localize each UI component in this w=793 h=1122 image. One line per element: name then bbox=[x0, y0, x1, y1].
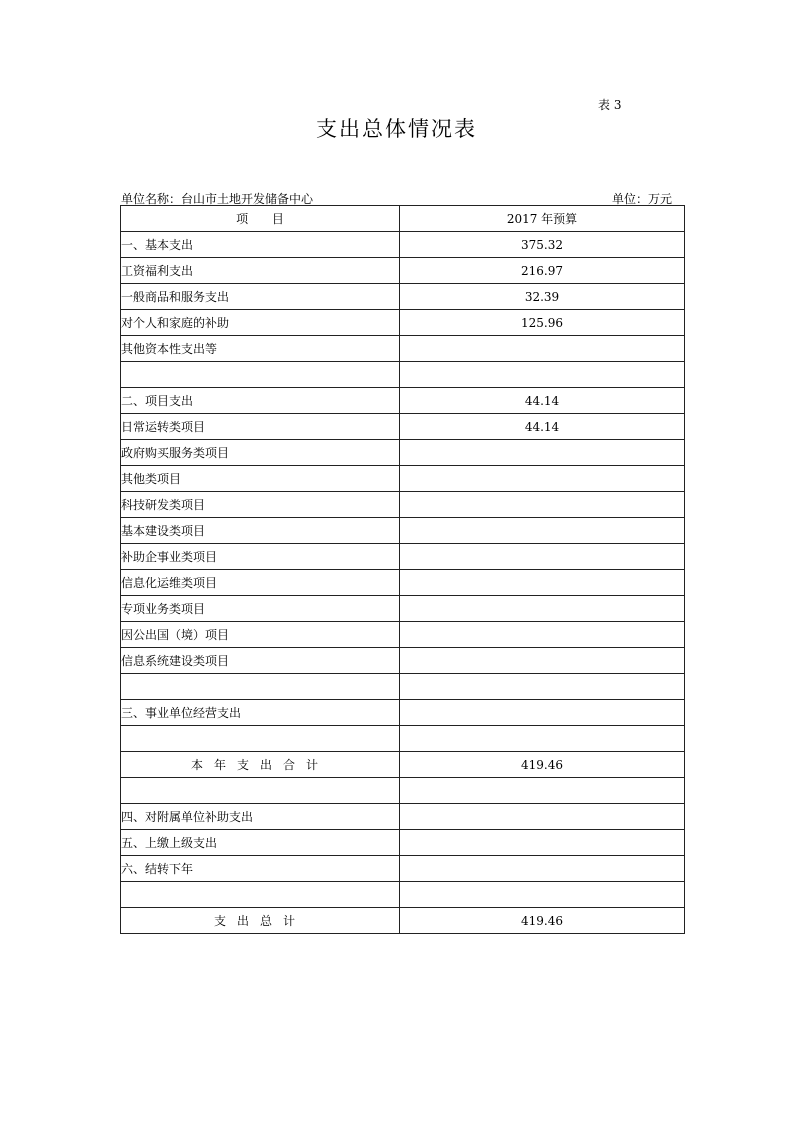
budget-value: 44.14 bbox=[400, 388, 685, 414]
budget-value: 125.96 bbox=[400, 310, 685, 336]
table-row bbox=[121, 232, 685, 258]
table-row bbox=[121, 492, 685, 518]
item-label: 专项业务类项目 bbox=[121, 596, 400, 622]
budget-value bbox=[400, 440, 685, 466]
table-row bbox=[121, 336, 685, 362]
table-row bbox=[121, 310, 685, 336]
total-label: 支出总计 bbox=[121, 908, 400, 934]
total-value: 419.46 bbox=[400, 752, 685, 778]
budget-value: 44.14 bbox=[400, 414, 685, 440]
item-label: 五、上缴上级支出 bbox=[121, 830, 400, 856]
item-label bbox=[121, 882, 400, 908]
budget-value bbox=[400, 596, 685, 622]
item-label: 补助企事业类项目 bbox=[121, 544, 400, 570]
budget-value bbox=[400, 648, 685, 674]
table-row bbox=[121, 466, 685, 492]
item-label: 二、项目支出 bbox=[121, 388, 400, 414]
table-row bbox=[121, 700, 685, 726]
item-label bbox=[121, 726, 400, 752]
item-label bbox=[121, 362, 400, 388]
table-row bbox=[121, 414, 685, 440]
item-label: 对个人和家庭的补助 bbox=[121, 310, 400, 336]
item-label: 六、结转下年 bbox=[121, 856, 400, 882]
empty-row bbox=[121, 778, 685, 804]
empty-row bbox=[121, 882, 685, 908]
item-label bbox=[121, 778, 400, 804]
expenditure-table bbox=[120, 205, 685, 934]
empty-row bbox=[121, 726, 685, 752]
table-row bbox=[121, 830, 685, 856]
page-title: 支出总体情况表 bbox=[316, 117, 477, 141]
item-label: 四、对附属单位补助支出 bbox=[121, 804, 400, 830]
budget-value bbox=[400, 856, 685, 882]
item-label: 基本建设类项目 bbox=[121, 518, 400, 544]
item-label: 科技研发类项目 bbox=[121, 492, 400, 518]
table-row bbox=[121, 518, 685, 544]
empty-row bbox=[121, 674, 685, 700]
budget-value bbox=[400, 544, 685, 570]
total-label: 本年支出合计 bbox=[121, 752, 400, 778]
item-label: 一、基本支出 bbox=[121, 232, 400, 258]
total-row bbox=[121, 752, 685, 778]
budget-value bbox=[400, 570, 685, 596]
item-label: 因公出国（境）项目 bbox=[121, 622, 400, 648]
table-row bbox=[121, 258, 685, 284]
table-row bbox=[121, 284, 685, 310]
item-label: 其他资本性支出等 bbox=[121, 336, 400, 362]
item-label: 其他类项目 bbox=[121, 466, 400, 492]
table-row bbox=[121, 856, 685, 882]
table-row bbox=[121, 388, 685, 414]
budget-value bbox=[400, 700, 685, 726]
item-label: 工资福利支出 bbox=[121, 258, 400, 284]
budget-value bbox=[400, 622, 685, 648]
table-row bbox=[121, 596, 685, 622]
empty-row bbox=[121, 362, 685, 388]
budget-value bbox=[400, 778, 685, 804]
budget-value: 216.97 bbox=[400, 258, 685, 284]
budget-value bbox=[400, 726, 685, 752]
budget-value bbox=[400, 336, 685, 362]
budget-value: 32.39 bbox=[400, 284, 685, 310]
item-label: 日常运转类项目 bbox=[121, 414, 400, 440]
table-number: 表 3 bbox=[598, 98, 622, 112]
table-row bbox=[121, 622, 685, 648]
table-row bbox=[121, 804, 685, 830]
total-row bbox=[121, 908, 685, 934]
table-row bbox=[121, 440, 685, 466]
unit-name: 单位名称：台山市土地开发储备中心 bbox=[121, 192, 314, 206]
budget-value bbox=[400, 882, 685, 908]
budget-value bbox=[400, 830, 685, 856]
budget-value bbox=[400, 804, 685, 830]
item-label: 一般商品和服务支出 bbox=[121, 284, 400, 310]
item-label: 政府购买服务类项目 bbox=[121, 440, 400, 466]
column-header-item: 项 目 bbox=[121, 206, 400, 232]
budget-value bbox=[400, 466, 685, 492]
table-row bbox=[121, 570, 685, 596]
budget-value bbox=[400, 362, 685, 388]
currency-unit: 单位：万元 bbox=[612, 192, 673, 206]
table-row bbox=[121, 544, 685, 570]
item-label: 信息化运维类项目 bbox=[121, 570, 400, 596]
item-label: 信息系统建设类项目 bbox=[121, 648, 400, 674]
item-label: 三、事业单位经营支出 bbox=[121, 700, 400, 726]
budget-value bbox=[400, 674, 685, 700]
column-header-budget: 2017 年预算 bbox=[400, 206, 685, 232]
table-row bbox=[121, 648, 685, 674]
total-value: 419.46 bbox=[400, 908, 685, 934]
table-header-row bbox=[121, 206, 685, 232]
item-label bbox=[121, 674, 400, 700]
budget-value: 375.32 bbox=[400, 232, 685, 258]
budget-value bbox=[400, 518, 685, 544]
budget-value bbox=[400, 492, 685, 518]
